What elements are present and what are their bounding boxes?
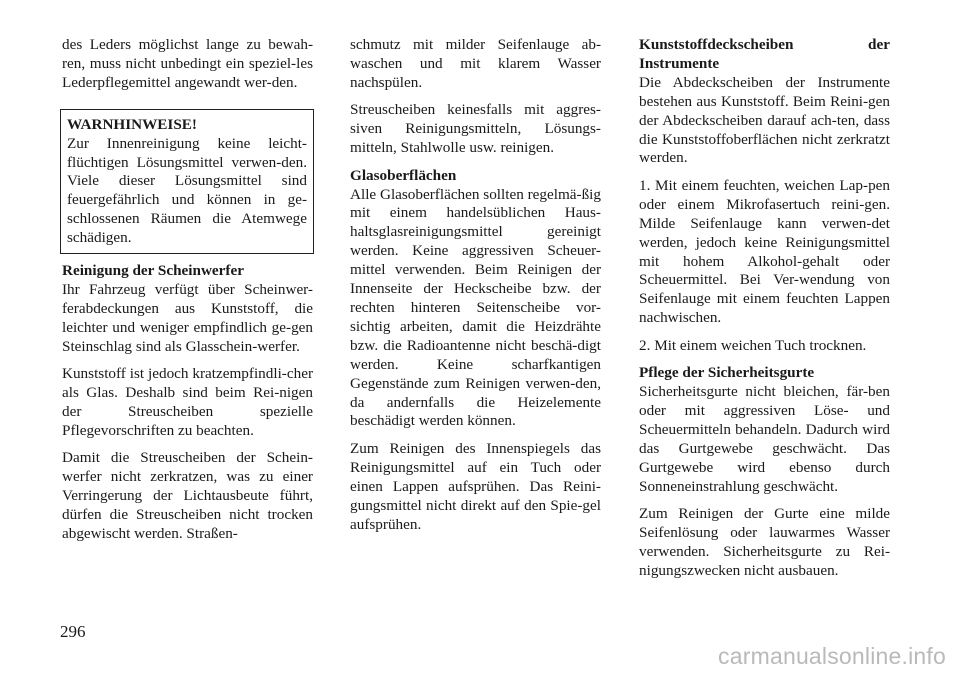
watermark: carmanualsonline.info — [718, 643, 946, 669]
warning-box — [60, 109, 314, 254]
paragraph: des Leders möglichst lange zu bewah-ren, muss nicht unbedingt ein speziel-les Lederpflegemittel angewandt wer-den. — [62, 36, 313, 91]
paragraph: Streuscheiben keinesfalls mit aggres-siven Reinigungsmitteln, Lösungs-mitteln, Stahlwolle usw. reinigen. — [350, 101, 601, 157]
section-heading-glass: Glasoberflächen — [350, 166, 457, 184]
paragraph: Alle Glasoberflächen sollten regelmä-ßig mit einem handelsüblichen Haus-haltsglasreinigungsmittel gereinigt werden. Keine aggressiven Scheuer-mittel verwenden. Beim Reinigen der Innenseite der Heckscheibe bzw. der rechten hinteren Seitenscheibe vor-sichtig arbeiten, damit die Heizdrähte bzw. die Radioantenne nicht beschä-digt werden. Keine scharfkantigen Gegenstände zum Reinigen verwen-den, da andernfalls die Heizelemente beschädigt werden können. — [350, 185, 601, 430]
paragraph: Zum Reinigen des Innenspiegels das Reinigungsmittel auf ein Tuch oder einen Lappen aufsprühen. Das Reini-gungsmittel nicht direkt auf den Spie-gel aufsprühen. — [350, 439, 601, 533]
paragraph: schmutz mit milder Seifenlauge ab-waschen und mit klarem Wasser nachspülen. — [350, 36, 601, 91]
section-heading-headlights: Reinigung der Scheinwerfer — [62, 262, 244, 280]
paragraph: Ihr Fahrzeug verfügt über Scheinwer-ferabdeckungen aus Kunststoff, die leichter und weniger empfindlich ge-gen Steinschlag sind als Glasschein-werfer. — [62, 280, 313, 355]
section-heading-seatbelts: Pflege der Sicherheitsgurte — [639, 364, 815, 382]
warning-text: Zur Innenreinigung keine leicht-flüchtigen Lösungsmittel verwen-den. Viele dieser Lösungsmittel sind feuergefährlich und können in ge-schlossenen Räumen die Atemwege schädigen. — [67, 134, 307, 247]
column-right — [639, 36, 890, 589]
section-heading-instrument-covers: Kunststoffdeckscheiben der Instrumente — [639, 36, 890, 72]
paragraph: Sicherheitsgurte nicht bleichen, fär-ben oder mit aggressiven Löse- und Scheuermitteln behandeln. Dadurch wird das Gurtgewebe geschwächt. Das Gurtgewebe wird ebenso durch Sonneneinstrahlung geschwächt. — [639, 383, 890, 495]
warning-title: WARNHINWEISE! — [67, 115, 197, 133]
column-middle — [350, 36, 601, 543]
paragraph: Zum Reinigen der Gurte eine milde Seifenlösung oder lauwarmes Wasser verwenden. Sicherheitsgurte zu Rei-nigungszwecken nicht ausbauen. — [639, 505, 890, 579]
paragraph: Kunststoff ist jedoch kratzempfindli-cher als Glas. Deshalb sind beim Rei-nigen der Streuscheiben spezielle Pflegevorschriften zu beachten. — [62, 365, 313, 439]
page-number: 296 — [60, 622, 86, 641]
column-left — [62, 36, 313, 553]
numbered-step: 1. Mit einem feuchten, weichen Lap-pen oder einem Mikrofasertuch reini-gen. Milde Seifenlauge kann verwen-det werden, jedoch keine Reinigungsmittel mit hohem Alkohol-gehalt oder Scheuermittel. Bei Ver-wendung von Seifenlauge mit einem feuchten Lappen nachwischen. — [639, 176, 890, 327]
numbered-step: 2. Mit einem weichen Tuch trocknen. — [639, 336, 867, 354]
paragraph: Die Abdeckscheiben der Instrumente bestehen aus Kunststoff. Beim Reini-gen der Abdeckscheiben darauf ach-ten, dass die Kunststoffoberflächen nicht zerkratzt werden. — [639, 73, 890, 167]
paragraph: Damit die Streuscheiben der Schein-werfer nicht zerkratzen, was zu einer Verringerung der Lichtausbeute führt, dürfen die Streuscheiben nicht trocken abgewischt werden. Straßen- — [62, 449, 313, 543]
